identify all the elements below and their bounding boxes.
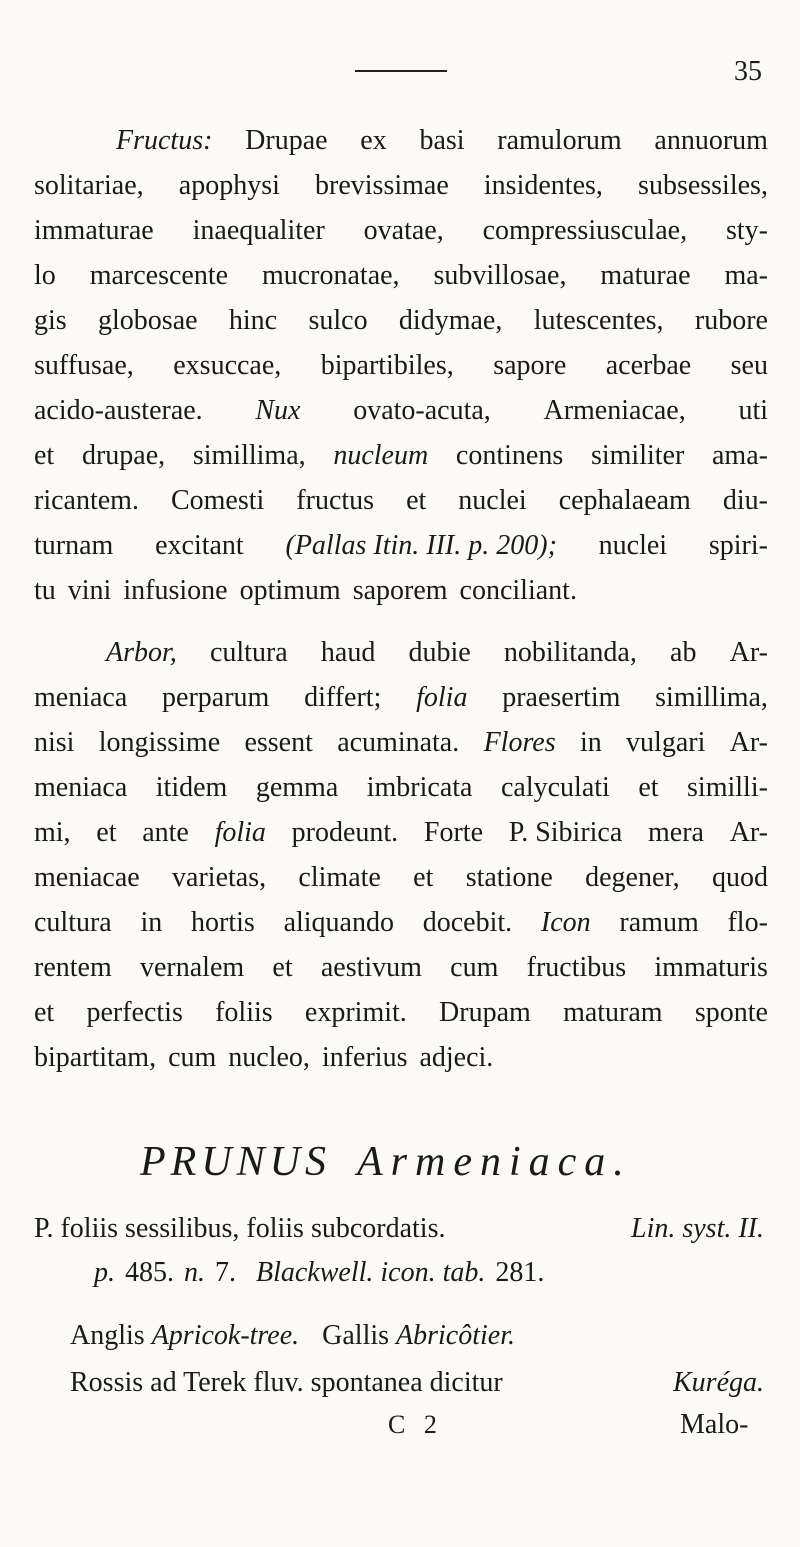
synonymy-tab: 281. [495, 1257, 545, 1288]
word: spiri- [708, 530, 768, 561]
word: degener, [585, 862, 680, 893]
word: suffusae, [34, 350, 134, 381]
paragraph-arbor [34, 630, 768, 1080]
word: nuclei [598, 530, 668, 561]
text-line [34, 343, 768, 388]
word: apophysi [178, 170, 280, 201]
text-line [34, 765, 768, 810]
word: tu [34, 575, 56, 606]
word: et [413, 862, 434, 893]
word: quod [711, 862, 768, 893]
signature-mark: C 2 [388, 1410, 443, 1439]
gallis-name: Abricôtier. [396, 1320, 516, 1351]
word: P. Sibirica [508, 817, 623, 848]
word: simillima, [655, 682, 768, 713]
word: flo- [727, 907, 768, 938]
word: nuclei [458, 485, 527, 516]
text-line [34, 1035, 768, 1080]
word: acerbae [605, 350, 692, 381]
word: fructus [296, 485, 375, 516]
word: ama- [712, 440, 768, 471]
rossis-name: Kuréga. [673, 1367, 764, 1398]
word: haud [320, 637, 376, 668]
word: et [96, 817, 117, 848]
word: Ar- [729, 727, 768, 758]
word: excitant [155, 530, 244, 561]
word: drupae, [81, 440, 166, 471]
word: sty- [725, 215, 768, 246]
text-line [34, 478, 768, 523]
word: Ar- [729, 637, 768, 668]
word: climate [298, 862, 381, 893]
word: maturae [600, 260, 691, 291]
word: lutescentes, [533, 305, 664, 336]
word: mi, [34, 817, 71, 848]
word: meniacae [34, 862, 140, 893]
word: inaequaliter [192, 215, 325, 246]
text-line [34, 118, 768, 163]
word: similli- [687, 772, 768, 803]
word: ovato-acuta, [353, 395, 491, 426]
word: simillima, [192, 440, 306, 471]
word: Fructus: [116, 125, 213, 156]
word: essent [244, 727, 313, 758]
synonymy-line-1 [34, 1206, 764, 1251]
text-line [34, 208, 768, 253]
synonymy-number: 7. [215, 1257, 236, 1288]
word: mucronatae, [261, 260, 400, 291]
word: conciliant. [459, 575, 577, 606]
word: vulgari [626, 727, 706, 758]
word: hortis [191, 907, 255, 938]
word: nisi [34, 727, 75, 758]
word: Icon [540, 907, 591, 938]
word: cephalaeam [558, 485, 691, 516]
word: sapore [493, 350, 567, 381]
word: turnam [34, 530, 114, 561]
word: exprimit. [304, 997, 407, 1028]
synonymy-line-2 [94, 1250, 694, 1295]
text-line [34, 433, 768, 478]
text-line [34, 720, 768, 765]
word: marcescente [89, 260, 229, 291]
word: bipartibiles, [320, 350, 454, 381]
word: ante [142, 817, 189, 848]
word: rubore [694, 305, 768, 336]
text-line [34, 523, 768, 568]
word: subvillosae, [433, 260, 567, 291]
word: praesertim [502, 682, 621, 713]
word: dubie [408, 637, 471, 668]
species-heading [140, 1132, 760, 1192]
word: perfectis [86, 997, 183, 1028]
word: prodeunt. [291, 817, 399, 848]
word: et [406, 485, 427, 516]
word: cum [168, 1042, 217, 1073]
word: exsuccae, [173, 350, 282, 381]
word: folia [416, 682, 468, 713]
word: adjeci. [419, 1042, 494, 1073]
word: saporem [352, 575, 448, 606]
word: solitariae, [34, 170, 144, 201]
word: Forte [423, 817, 483, 848]
text-line [34, 900, 768, 945]
word: immaturae [34, 215, 154, 246]
word: imbricata [366, 772, 473, 803]
word: acido-austerae. [34, 395, 203, 426]
genus-name: PRUNUS [140, 1139, 331, 1185]
word: foliis [215, 997, 273, 1028]
anglis-label: Anglis [70, 1320, 145, 1351]
vernacular-line-2 [70, 1360, 764, 1405]
word: immaturis [654, 952, 768, 983]
word: aliquando [283, 907, 394, 938]
word: et [638, 772, 659, 803]
word: fructibus [526, 952, 627, 983]
word: ab [670, 637, 697, 668]
text-line [34, 298, 768, 343]
word: gemma [255, 772, 339, 803]
catchword: Malo- [680, 1409, 749, 1440]
word: basi [419, 125, 465, 156]
text-line [34, 630, 768, 675]
word: ex [360, 125, 387, 156]
word: nobilitanda, [503, 637, 637, 668]
word: ovatae, [363, 215, 444, 246]
word: acuminata. [337, 727, 460, 758]
gallis-label: Gallis [322, 1320, 390, 1351]
word: docebit. [422, 907, 513, 938]
word: vernalem [139, 952, 245, 983]
text-line [34, 945, 768, 990]
word: calyculati [500, 772, 610, 803]
word: inferius [321, 1042, 408, 1073]
word: sulco [308, 305, 368, 336]
word: et [272, 952, 293, 983]
text-line [34, 675, 768, 720]
word: Ar- [729, 817, 768, 848]
word: compressiusculae, [482, 215, 688, 246]
word: longissime [98, 727, 221, 758]
header-rule [355, 70, 447, 72]
word: brevissimae [315, 170, 449, 201]
word: in [579, 727, 602, 758]
word: folia [214, 817, 266, 848]
synonymy-number-label: n. [184, 1257, 205, 1288]
word: Arbor, [106, 637, 177, 668]
synonymy-page-label: p. [94, 1257, 115, 1288]
species-name: Armeniaca. [357, 1139, 632, 1185]
word: similiter [590, 440, 685, 471]
text-line [34, 568, 768, 613]
word: ramulorum [497, 125, 622, 156]
word: et [34, 440, 55, 471]
word: rentem [34, 952, 112, 983]
word: sponte [694, 997, 768, 1028]
word: hinc [228, 305, 278, 336]
word: Comesti [170, 485, 265, 516]
word: ma- [724, 260, 768, 291]
word: cum [450, 952, 499, 983]
word: in [140, 907, 163, 938]
word: globosae [98, 305, 198, 336]
word: Flores [483, 727, 556, 758]
vernacular-line-1 [70, 1313, 515, 1358]
anglis-name: Apricok-tree. [151, 1320, 300, 1351]
word: aestivum [320, 952, 422, 983]
word: lo [34, 260, 56, 291]
word: statione [465, 862, 553, 893]
word: meniaca [34, 772, 128, 803]
word: meniaca [34, 682, 128, 713]
text-line [34, 855, 768, 900]
text-line [34, 388, 768, 433]
word: cultura [209, 637, 288, 668]
word: bipartitam, [34, 1042, 157, 1073]
word: cultura [34, 907, 112, 938]
word: Armeniacae, [543, 395, 686, 426]
word: maturam [563, 997, 663, 1028]
word: nucleum [333, 440, 429, 471]
word: uti [738, 395, 768, 426]
synonymy-reference-blackwell: Blackwell. icon. tab. [256, 1257, 486, 1288]
text-line [34, 163, 768, 208]
word: et [34, 997, 55, 1028]
word: infusione [123, 575, 228, 606]
word: diu- [722, 485, 768, 516]
text-line [34, 990, 768, 1035]
word: (Pallas Itin. III. p. 200); [285, 530, 557, 561]
word: vini [67, 575, 112, 606]
synonymy-reference-linnaeus: Lin. syst. II. [631, 1213, 764, 1244]
word: varietas, [172, 862, 267, 893]
word: perparum [162, 682, 270, 713]
word: ramum [619, 907, 699, 938]
word: optimum [239, 575, 341, 606]
word: itidem [155, 772, 228, 803]
word: mera [648, 817, 704, 848]
word: gis [34, 305, 67, 336]
word: ricantem. [34, 485, 139, 516]
rossis-text: Rossis ad Terek fluv. spontanea dicitur [70, 1367, 503, 1398]
synonymy-diagnosis: P. foliis sessilibus, foliis subcordatis. [34, 1213, 446, 1244]
word: nucleo, [228, 1042, 310, 1073]
synonymy-page: 485. [125, 1257, 174, 1288]
word: annuorum [654, 125, 768, 156]
word: differt; [304, 682, 382, 713]
word: insidentes, [483, 170, 603, 201]
word: Drupae [245, 125, 328, 156]
paragraph-fructus [34, 118, 768, 613]
text-line [34, 253, 768, 298]
word: didymae, [398, 305, 503, 336]
word: continens [455, 440, 564, 471]
text-line [34, 810, 768, 855]
word: Drupam [439, 997, 531, 1028]
page-number: 35 [734, 56, 762, 87]
word: seu [730, 350, 768, 381]
word: Nux [255, 395, 301, 426]
word: subsessiles, [638, 170, 768, 201]
